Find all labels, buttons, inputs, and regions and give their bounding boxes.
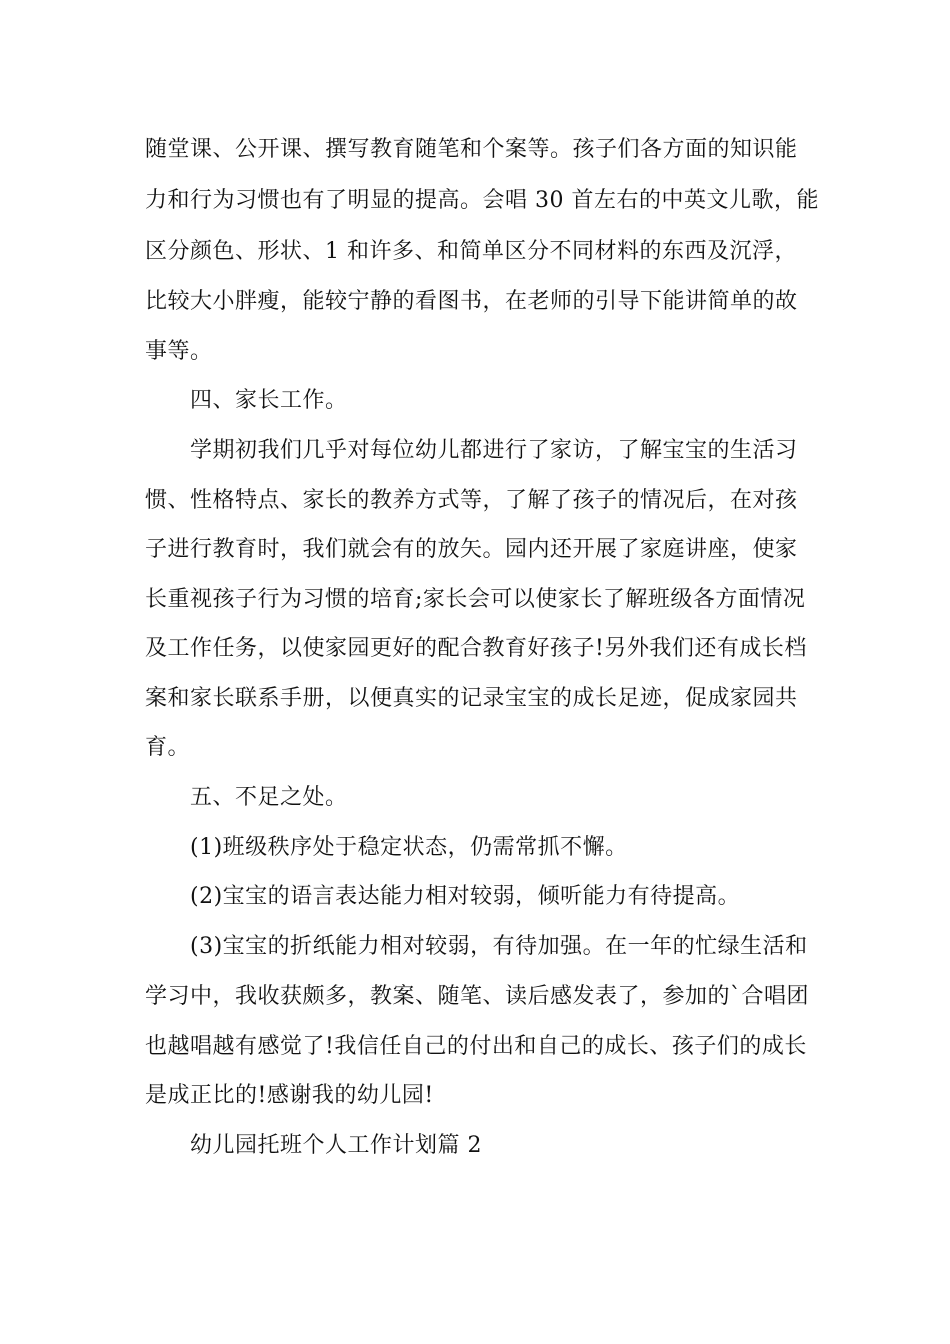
section-title: 幼儿园托班个人工作计划篇 2	[190, 1133, 482, 1158]
body-text-line: 随堂课、公开课、撰写教育随笔和个案等。孩子们各方面的知识能	[145, 137, 798, 162]
body-text-line: 区分颜色、形状、1 和许多、和简单区分不同材料的东西及沉浮，	[145, 239, 797, 264]
body-text-line: 学期初我们几乎对每位幼儿都进行了家访，了解宝宝的生活习	[190, 438, 798, 463]
list-item: (1)班级秩序处于稳定状态，仍需常抓不懈。	[190, 835, 628, 860]
body-text-line: 惯、性格特点、家长的教养方式等，了解了孩子的情况后，在对孩	[145, 488, 798, 513]
body-text-line: 比较大小胖瘦，能较宁静的看图书，在老师的引导下能讲简单的故	[145, 289, 798, 314]
body-text-line: 力和行为习惯也有了明显的提高。会唱 30 首左右的中英文儿歌，能	[145, 188, 819, 213]
section-heading: 四、家长工作。	[190, 388, 348, 413]
body-text-line: 及工作任务，以使家园更好的配合教育好孩子!另外我们还有成长档	[145, 636, 807, 661]
section-heading: 五、不足之处。	[190, 785, 348, 810]
body-text-line: 子进行教育时，我们就会有的放矢。园内还开展了家庭讲座，使家	[145, 537, 798, 562]
list-item: (3)宝宝的折纸能力相对较弱，有待加强。在一年的忙绿生活和	[190, 934, 808, 959]
body-text-line: 案和家长联系手册，以便真实的记录宝宝的成长足迹，促成家园共	[145, 686, 798, 711]
body-text-line: 也越唱越有感觉了!我信任自己的付出和自己的成长、孩子们的成长	[145, 1034, 807, 1059]
list-item: (2)宝宝的语言表达能力相对较弱，倾听能力有待提高。	[190, 884, 741, 909]
body-text-line: 是成正比的!感谢我的幼儿园!	[145, 1083, 434, 1108]
body-text-line: 育。	[145, 735, 191, 760]
body-text-line: 学习中，我收获颇多，教案、随笔、读后感发表了，参加的`合唱团	[145, 984, 810, 1009]
body-text-line: 长重视孩子行为习惯的培育;家长会可以使家长了解班级各方面情况	[145, 587, 806, 612]
body-text-line: 事等。	[145, 339, 213, 364]
